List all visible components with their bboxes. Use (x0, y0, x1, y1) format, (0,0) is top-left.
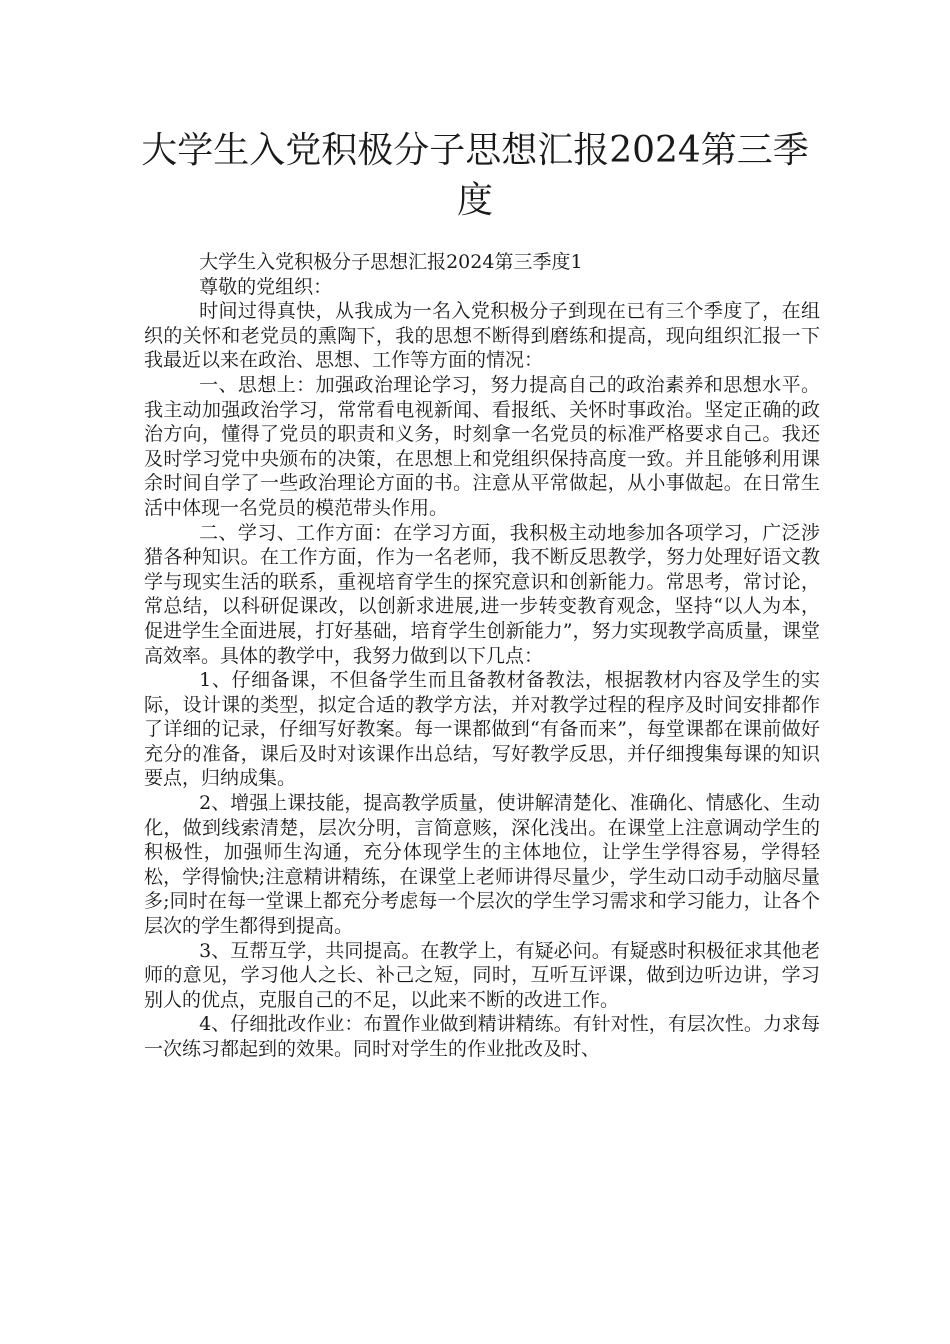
salutation: 尊敬的党组织： (199, 275, 333, 298)
document-title: 大学生入党积极分子思想汇报2024第三季度 (141, 130, 809, 221)
paragraph-point-1: 1、仔细备课，不但备学生而且备教材备教法，根据教材内容及学生的实际，设计课的类型，拟定合适的教学方法，并对教学过程的程序及时间安排都作了详细的记录，仔细写好教案。每一课都做到“有备而来”，每堂课都在课前做好充分的准备，课后及时对该课作出总结，写好教学反思，并仔细搜集每课的知识要点，归纳成集。 (144, 669, 820, 790)
paragraph-intro: 时间过得真快，从我成为一名入党积极分子到现在已有三个季度了，在组织的关怀和老党员的熏陶下，我的思想不断得到磨练和提高，现向组织汇报一下我最近以来在政治、思想、工作等方面的情况： (144, 300, 820, 372)
paragraph-ideology: 一、思想上：加强政治理论学习，努力提高自己的政治素养和思想水平。我主动加强政治学习，常常看电视新闻、看报纸、关怀时事政治。坚定正确的政治方向，懂得了党员的职责和义务，时刻拿一名党员的标准严格要求自己。我还及时学习党中央颁布的决策，在思想上和党组织保持高度一致。并且能够利用课余时间自学了一些政治理论方面的书。注意从平常做起，从小事做起。在日常生活中体现一名党员的模范带头作用。 (144, 373, 820, 519)
document-body (144, 250, 820, 1062)
document-subtitle: 大学生入党积极分子思想汇报2024第三季度1 (199, 251, 583, 273)
paragraph-point-2: 2、增强上课技能，提高教学质量，使讲解清楚化、准确化、情感化、生动化，做到线索清楚，层次分明，言简意赅，深化浅出。在课堂上注意调动学生的积极性，加强师生沟通，充分体现学生的主体地位，让学生学得容易，学得轻松，学得愉快;注意精讲精练，在课堂上老师讲得尽量少，学生动口动手动脑尽量多;同时在每一堂课上都充分考虑每一个层次的学生学习需求和学习能力，让各个层次的学生都得到提高。 (144, 792, 820, 938)
paragraph-point-4: 4、仔细批改作业：布置作业做到精讲精练。有针对性，有层次性。力求每一次练习都起到的效果。同时对学生的作业批改及时、 (144, 1013, 820, 1060)
paragraph-study-work: 二、学习、工作方面：在学习方面，我积极主动地参加各项学习，广泛涉猎各种知识。在工作方面，作为一名老师，我不断反思教学，努力处理好语文教学与现实生活的联系，重视培育学生的探究意识和创新能力。常思考，常讨论，常总结，以科研促课改，以创新求进展,进一步转变教育观念，坚持“以人为本，促进学生全面进展，打好基础，培育学生创新能力”，努力实现教学高质量，课堂高效率。具体的教学中，我努力做到以下几点： (144, 521, 820, 667)
paragraph-point-3: 3、互帮互学，共同提高。在教学上，有疑必问。有疑惑时积极征求其他老师的意见，学习他人之长、补己之短，同时，互听互评课，做到边听边讲，学习别人的优点，克服自己的不足，以此来不断的改进工作。 (144, 939, 820, 1011)
